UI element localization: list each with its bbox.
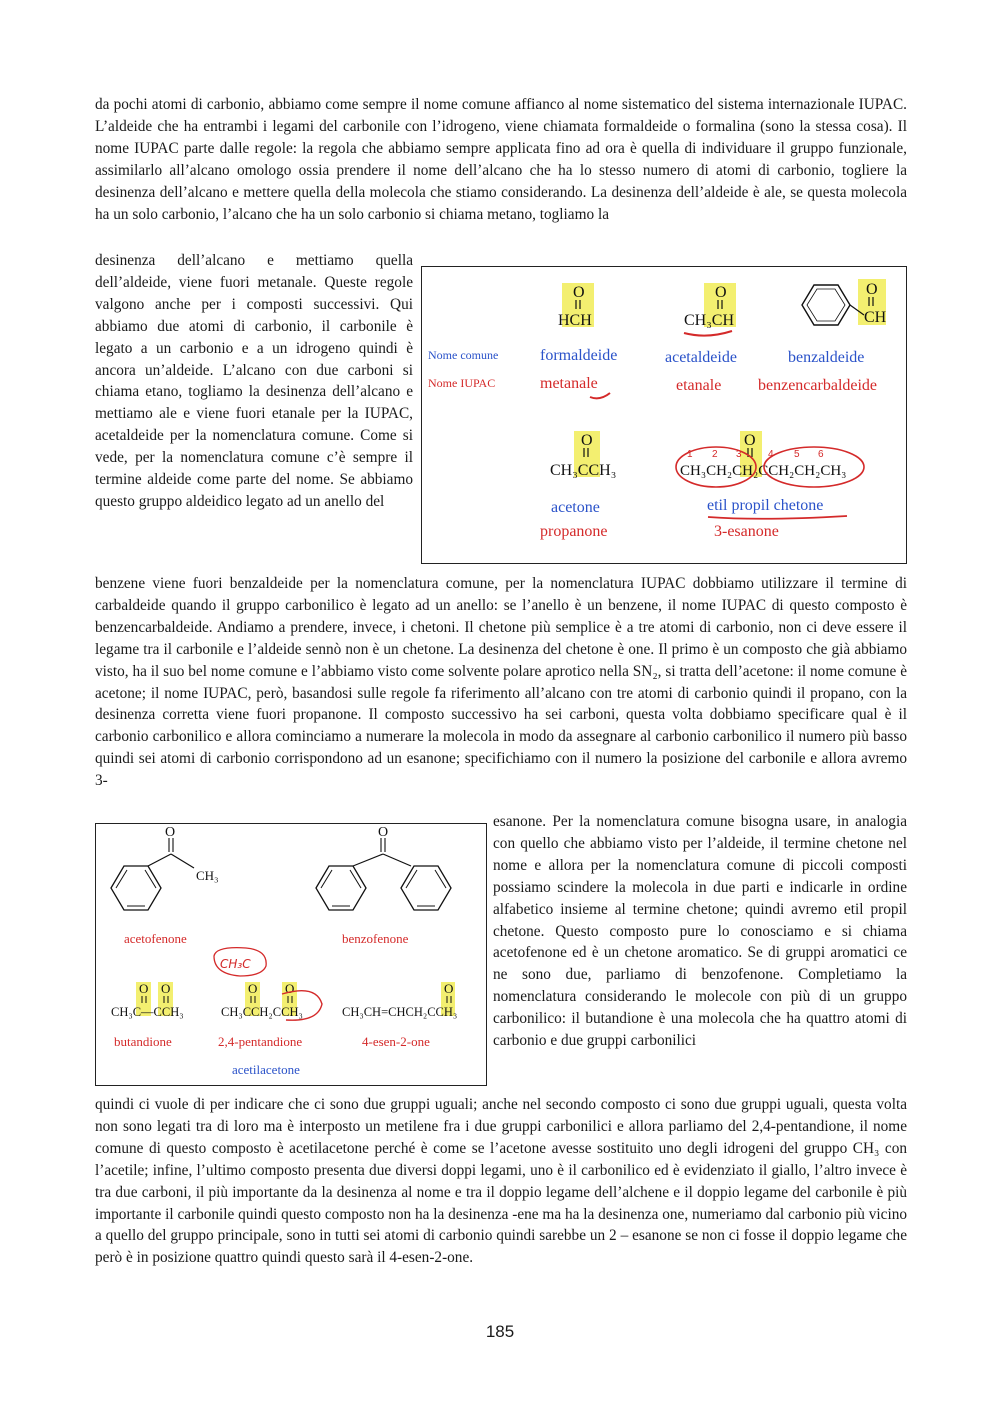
- iupac-hexanone: 3-esanone: [714, 523, 779, 540]
- formula-hexenone: CH₃CH=CHCH₂CCH₃: [342, 1005, 458, 1019]
- label-common-name: Nome comune: [428, 348, 499, 362]
- oxygen-11: O: [285, 981, 295, 996]
- formula-acetone: CH₃CCH₃: [550, 462, 617, 479]
- handwritten-number-3: 3: [736, 449, 742, 460]
- oxygen-7: O: [378, 825, 389, 840]
- benzene-ring-icon: [316, 866, 366, 910]
- handwritten-number-6: 6: [818, 449, 824, 460]
- figure-aldehydes-ketones: [421, 266, 907, 564]
- oxygen-8: O: [139, 981, 149, 996]
- handwritten-number-1: 1: [687, 449, 693, 460]
- label-iupac-name: Nome IUPAC: [428, 376, 496, 390]
- oxygen-9: O: [161, 981, 171, 996]
- name-acetone: acetone: [551, 499, 600, 516]
- oxygen-12: O: [444, 981, 454, 996]
- name-pentanedione: 2,4-pentandione: [218, 1034, 303, 1049]
- oxygen-2: O: [715, 284, 727, 301]
- oxygen-5: O: [744, 432, 756, 449]
- paragraph-left: desinenza dell’alcano e mettiamo quella dell’aldeide, viene fuori metanale. Queste regole valgono anche per i composti successivi. Qui abbiamo due atomi di carbonio, il carbonile è legato a un carbonio e a un idrogeno quindi è ancora un’aldeide. L’alcano con due carboni si chiama etano, togliamo la desinenza dell’alcano e mettiamo ale e viene fuori etanale per la IUPAC, acetaldeide per la nomenclatura comune. Come si vede, per la nomenclatura comune c’è sempre il termine aldeide come parte del nome. Se abbiamo questo gruppo aldeidico legato ad un anello del: [95, 252, 413, 510]
- name-acetaldehyde: acetaldeide: [665, 349, 737, 366]
- figure-diketones: [95, 823, 487, 1086]
- handwritten-number-2: 2: [712, 449, 718, 460]
- handwritten-note: CH₃C: [220, 957, 251, 971]
- oxygen-1: O: [573, 284, 585, 301]
- iupac-benzaldehyde: benzencarbaldeide: [758, 377, 878, 394]
- oxygen-4: O: [581, 432, 593, 449]
- name-butanedione: butandione: [114, 1034, 172, 1049]
- formula-butanedione: CH₃C—CCH₃: [111, 1005, 184, 1019]
- oxygen-6: O: [165, 825, 176, 840]
- benzene-ring-icon: [111, 866, 161, 910]
- name-acetophenone: acetofenone: [124, 931, 187, 946]
- name-hexenone: 4-esen-2-one: [362, 1034, 430, 1049]
- paragraph-right: esanone. Per la nomenclatura comune bisogna usare, in analogia con quello che abbiamo visto per l’aldeide, il termine chetone nel nome e allora per la nomenclatura comune di piccoli composti possiamo scindere la molecola in due parti e indicarle in ordine alfabetico insieme al termine chetone; quindi avremo etil propil chetone. Questo composto pure lo conosciamo e si chiama acetofenone ed è un chetone aromatico. Se di gruppi aromatici ce ne sono due, parliamo di benzofenone. Completiamo la nomenclatura considerando le molecole con più di un gruppo carbonilico: il butandione è una molecola che ha quattro atomi di carbonio e due gruppi carbonilici: [493, 813, 907, 1050]
- page-number: 185: [485, 1322, 515, 1341]
- iupac-formaldehyde: metanale: [540, 375, 598, 392]
- name-benzaldehyde: benzaldeide: [788, 349, 865, 366]
- name-benzophenone: benzofenone: [342, 931, 409, 946]
- name-hexanone: etil propil chetone: [707, 497, 824, 514]
- name-formaldehyde: formaldeide: [540, 347, 618, 364]
- paragraph-bottom: quindi ci vuole di per indicare che ci sono due gruppi uguali; anche nel secondo composto ci sono due gruppi uguali, questa volta non sono legati tra di loro ma è interposto un metilene fra i due gruppi carbonilici e allora parliamo del 2,4-pentandione, il nome comune di questo composto è acetilacetone perché è come se l’acetone avesse sostituito uno degli idrogeni del gruppo CH₃ con l’acetile; infine, l’ultimo composto presenta due diversi doppi legami, uno è il carbonilico ed è evidenziato il giallo, l’altro invece è tra due carboni, il più importante da la desinenza al nome e tra il doppio legame dell’alchene e il doppio legame del carbonile è più importante il carbonile quindi questo composto non ha la desinenza -ene ma ha la desinenza one, numeriamo dal carbonio più vicino a quello del gruppo principale, sono in tutti sei atomi di carbonio quindi sarebbe un 2 – esanone se non ci fosse il doppio legame che però è in posizione quattro quindi questo sarà il 4-esen-2-one.: [95, 1096, 907, 1267]
- name-acetylacetone: acetilacetone: [232, 1062, 300, 1077]
- benzene-ring-icon: [802, 285, 850, 325]
- formula-hexanone: CH₃CH₂CH₂CCH₂CH₂CH₃: [680, 463, 847, 479]
- paragraph-top: da pochi atomi di carbonio, abbiamo come sempre il nome comune affianco al nome sistematico del sistema internazionale IUPAC. L’aldeide che ha entrambi i legami del carbonile con l’idrogeno, viene chiamata formaldeide o formalina (sono la stessa cosa). Il nome IUPAC parte dalle regole: la regola che abbiamo sempre applicata fino ad ora è quella di individuare il gruppo funzionale, assimilarlo all’alcano omologo ossia prendere il nome dell’alcano che ha lo stesso numero di atomi di carbonio, togliere la desinenza dell’alcano e mettere quella della molecola che stiamo considerando. La desinenza dell’aldeide è ale, se questa molecola ha un solo carbonio, l’alcano che ha un solo carbonio si chiama metano, togliamo la: [95, 96, 907, 223]
- iupac-acetone: propanone: [540, 523, 608, 540]
- oxygen-10: O: [248, 981, 258, 996]
- formula-acetaldehyde: CH₃CH: [684, 312, 735, 329]
- oxygen-3: O: [866, 281, 878, 298]
- formula-pentanedione: CH₃CCH₂CCH₃: [221, 1005, 303, 1019]
- iupac-acetaldehyde: etanale: [676, 377, 722, 394]
- formula-formaldehyde: HCH: [558, 312, 592, 329]
- handwritten-number-5: 5: [794, 449, 800, 460]
- benzene-ring-icon: [401, 866, 451, 910]
- formula-benzaldehyde: CH: [864, 309, 887, 326]
- handwritten-number-4: 4: [768, 449, 774, 460]
- paragraph-middle: benzene viene fuori benzaldeide per la nomenclatura comune, per la nomenclatura IUPAC dobbiamo utilizzare il termine di carbaldeide quando il gruppo carbonilico è legato ad un anello: se l’anello è un benzene, il nome IUPAC di questo composto è benzencarbaldeide. Andiamo a prendere, invece, i chetoni. Il chetone più semplice è a tre atomi di carbonio, non ci deve essere il legame tra il carbonile e l’aldeide sennò non è un chetone. La desinenza del chetone è one. Il primo è un composto che già abbiamo visto, ha il suo bel nome comune e l’abbiamo visto come solvente polare aprotico nella SN₂, si tratta dell’acetone: il nome comune è acetone; il nome IUPAC, però, basandosi sulle regole fa riferimento all’alcano con tre atomi di carbonio quindi il propano, con la desinenza corretta viene fuori propanone. Il composto successivo ha sei carboni, questa volta dobbiamo specificare qual è il carbonio carbonilico e allora cominciamo a numerare la molecola in modo da assegnare al carbonio carbonilico il numero più basso quindi sei atomi di carbonio corrispondono ad un esanone; specifichiamo con il numero la posizione del carbonile e allora avremo 3-: [95, 575, 907, 790]
- methyl-group: CH₃: [196, 868, 219, 883]
